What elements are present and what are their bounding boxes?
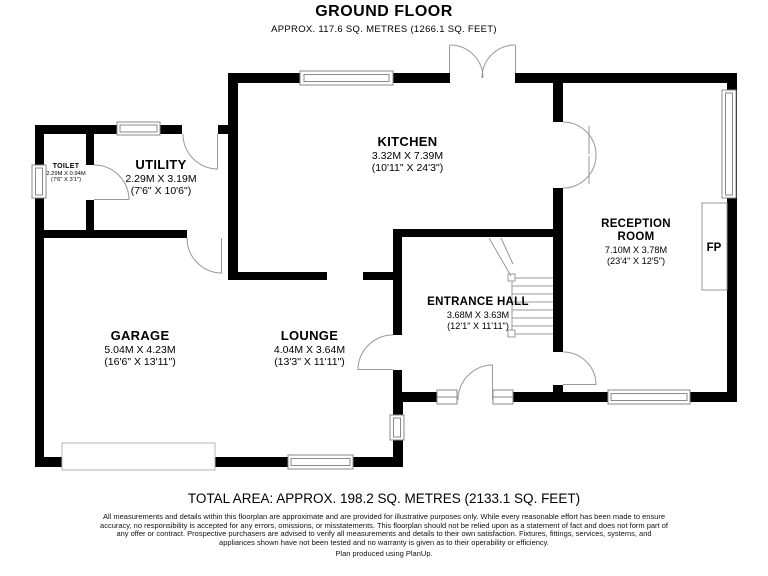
wall-kitchen-reception-a xyxy=(553,83,563,122)
room-label-entrance-hall xyxy=(426,296,530,331)
credit-text: Plan produced using PlanUp. xyxy=(335,548,433,558)
wall-top-right-seg xyxy=(515,73,737,83)
reception-bottom-window xyxy=(608,390,690,404)
room-name: KITCHEN xyxy=(377,134,438,149)
room-dims-imperial: (7'6" X 3'1") xyxy=(50,177,82,184)
wall-hall-lounge-divider xyxy=(393,237,402,335)
room-dims-metric: 2.29M X 3.19M xyxy=(125,172,197,185)
wall-kitchen-reception-stub xyxy=(553,385,563,402)
wall-reception-bottom xyxy=(690,392,737,402)
room-name: RECEPTION ROOM xyxy=(601,218,671,243)
wall-kitchen-reception-b xyxy=(553,188,563,352)
room-label-reception xyxy=(582,218,690,266)
disclaimer-text: All measurements and details within this floorplan are approximate and are provided for illustrative purposes only. While every reasonable effort has been made to ensure accuracy, no responsibility is accepted for any errors, omissions, or misstatements. This floorplan should not be relied upon as a statement of fact and does not form part of any offer or contract. Prospective purchasers are advised to verify all measurements and details to their own satisfaction. Fixtures, fittings, services, systems, and appliances shown have not been tested and no warranty is given as to their operability or efficiency. xyxy=(100,512,668,547)
total-area-text: TOTAL AREA: APPROX. 198.2 SQ. METRES (2133.1 SQ. FEET) xyxy=(187,491,581,506)
kitchen-top-window xyxy=(300,71,393,85)
reception-door xyxy=(563,352,596,385)
reception-right-window xyxy=(722,90,736,198)
wall-toilet-divider-a xyxy=(86,134,94,165)
footer xyxy=(0,491,768,558)
fireplace-label: FP xyxy=(706,242,722,254)
room-dims-imperial: (13'3" X 11'11") xyxy=(274,356,345,369)
wall-hall-lounge-divider-b xyxy=(393,370,402,392)
room-label-lounge xyxy=(247,329,372,369)
room-name: GARAGE xyxy=(110,328,170,343)
windows xyxy=(32,71,736,470)
room-dims-imperial: (10'11" X 24'3") xyxy=(371,162,444,175)
room-dims-metric: 3.68M X 3.63M xyxy=(446,309,510,320)
front-door-sidelight-left xyxy=(437,390,457,404)
room-name: UTILITY xyxy=(135,157,187,172)
room-label-garage xyxy=(75,329,205,369)
front-door xyxy=(458,365,493,400)
room-label-toilet xyxy=(38,163,94,184)
room-dims-metric: 5.04M X 4.23M xyxy=(104,343,176,356)
wall-kitchen-left xyxy=(228,73,238,280)
kitchen-french-doors xyxy=(450,45,516,78)
room-dims-metric: 7.10M X 3.78M xyxy=(604,244,668,255)
wall-toilet-divider-b xyxy=(86,200,94,230)
garage-up-and-over-door xyxy=(62,443,215,470)
kitchen-reception-double-doors xyxy=(563,122,596,188)
room-name: ENTRANCE HALL xyxy=(427,296,529,308)
room-name: LOUNGE xyxy=(280,328,339,343)
room-label-utility xyxy=(106,158,216,198)
wall-hall-bottom-a xyxy=(400,392,437,402)
wall-kitchen-bottom xyxy=(393,229,557,237)
room-dims-imperial: (16'6" X 13'11") xyxy=(104,356,176,369)
room-name: TOILET xyxy=(52,163,80,170)
room-dims-imperial: (7'6" X 10'6") xyxy=(130,185,192,198)
wall-lounge-top-a xyxy=(228,272,327,280)
room-label-kitchen xyxy=(340,135,475,175)
lounge-right-window xyxy=(390,415,404,440)
front-door-sidelight-right xyxy=(493,390,513,404)
page-title: GROUND FLOOR xyxy=(315,3,453,20)
utility-top-window xyxy=(117,122,160,135)
room-dims-metric: 2.29M X 0.94M xyxy=(46,170,86,177)
page-subtitle: APPROX. 117.6 SQ. METRES (1266.1 SQ. FEET) xyxy=(271,24,497,35)
room-dims-imperial: (23'4" X 12'5") xyxy=(606,256,666,267)
room-dims-metric: 3.32M X 7.39M xyxy=(371,149,444,162)
lounge-bottom-window xyxy=(288,455,353,469)
wall-garage-divider xyxy=(35,230,187,238)
room-dims-imperial: (12'1" X 11'11") xyxy=(447,321,509,332)
room-dims-metric: 4.04M X 3.64M xyxy=(273,343,346,356)
garage-side-door xyxy=(187,238,222,273)
